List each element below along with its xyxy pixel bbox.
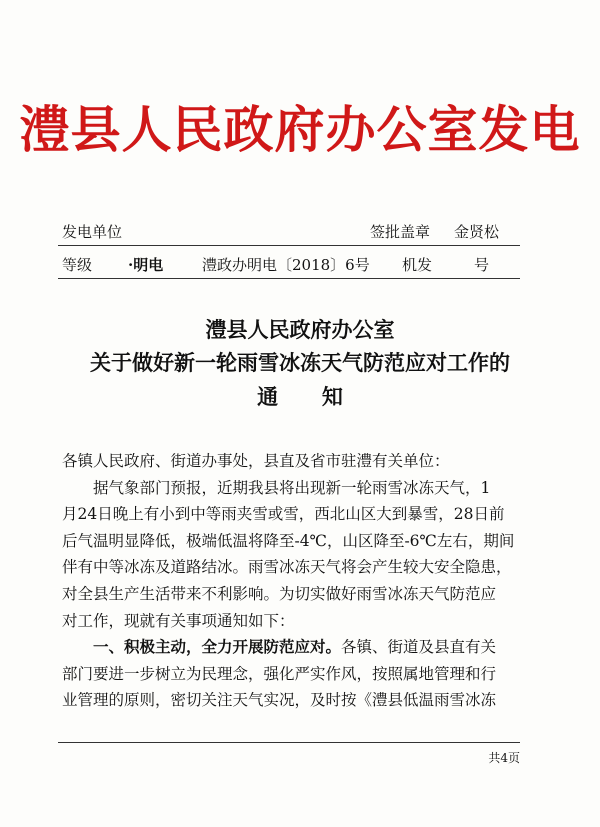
signer-name: 金贤松 xyxy=(454,223,500,241)
doc-number: 澧政办明电〔2018〕6号 xyxy=(202,256,370,274)
sender-label: 发电单位 xyxy=(62,223,123,241)
section-1-heading: 一、积极主动，全力开展防范应对。 xyxy=(93,637,342,657)
page-count: 共4页 xyxy=(488,751,520,765)
footer-divider xyxy=(58,742,520,743)
grade-label: 等级 xyxy=(62,256,93,274)
paragraph-line: 业管理的原则，密切关注天气实况，及时按《澧县低温雨雪冰冻 xyxy=(62,691,497,710)
divider-top xyxy=(58,245,520,246)
paragraph-line: 对全县生产生活带来不利影响。为切实做好雨雪冰冻天气防范应 xyxy=(62,584,497,603)
machine-label: 机发 xyxy=(402,256,433,274)
body-text xyxy=(62,448,520,714)
section-1-first-line xyxy=(62,634,520,661)
doc-title-line-3: 通 知 xyxy=(257,384,343,409)
paragraph-line: 部门要进一步树立为民理念，强化严实作风，按照属地管理和行 xyxy=(62,664,497,683)
paragraph-line: 对工作，现就有关事项通知如下： xyxy=(62,611,295,630)
grade-value: ·明电 xyxy=(128,256,164,274)
doc-title-line-2: 关于做好新一轮雨雪冰冻天气防范应对工作的 xyxy=(90,350,510,375)
signer-label: 签批盖章 xyxy=(370,223,431,241)
paragraph-line: 月24日晚上有小到中等雨夹雪或雪，西北山区大到暴雪，28日前 xyxy=(62,505,505,524)
section-1-text: 各镇、街道及县直有关 xyxy=(341,638,497,657)
paragraph-line: 据气象部门预报，近期我县将出现新一轮雨雪冰冻天气，1 xyxy=(93,478,491,497)
machine-number-label: 号 xyxy=(474,256,490,274)
paragraph-line: 伴有中等冰冻及道路结冰。雨雪冰冻天气将会产生较大安全隐患， xyxy=(62,558,512,577)
salutation: 各镇人民政府、街道办事处，县直及省市驻澧有关单位： xyxy=(62,452,450,470)
document-header-title: 澧县人民政府办公室发电 xyxy=(19,100,581,159)
paragraph-line: 后气温明显降低，极端低温将降至-4℃，山区降至-6℃左右，期间 xyxy=(62,531,515,550)
divider-bottom xyxy=(58,278,520,279)
doc-title-line-1: 澧县人民政府办公室 xyxy=(205,317,395,342)
